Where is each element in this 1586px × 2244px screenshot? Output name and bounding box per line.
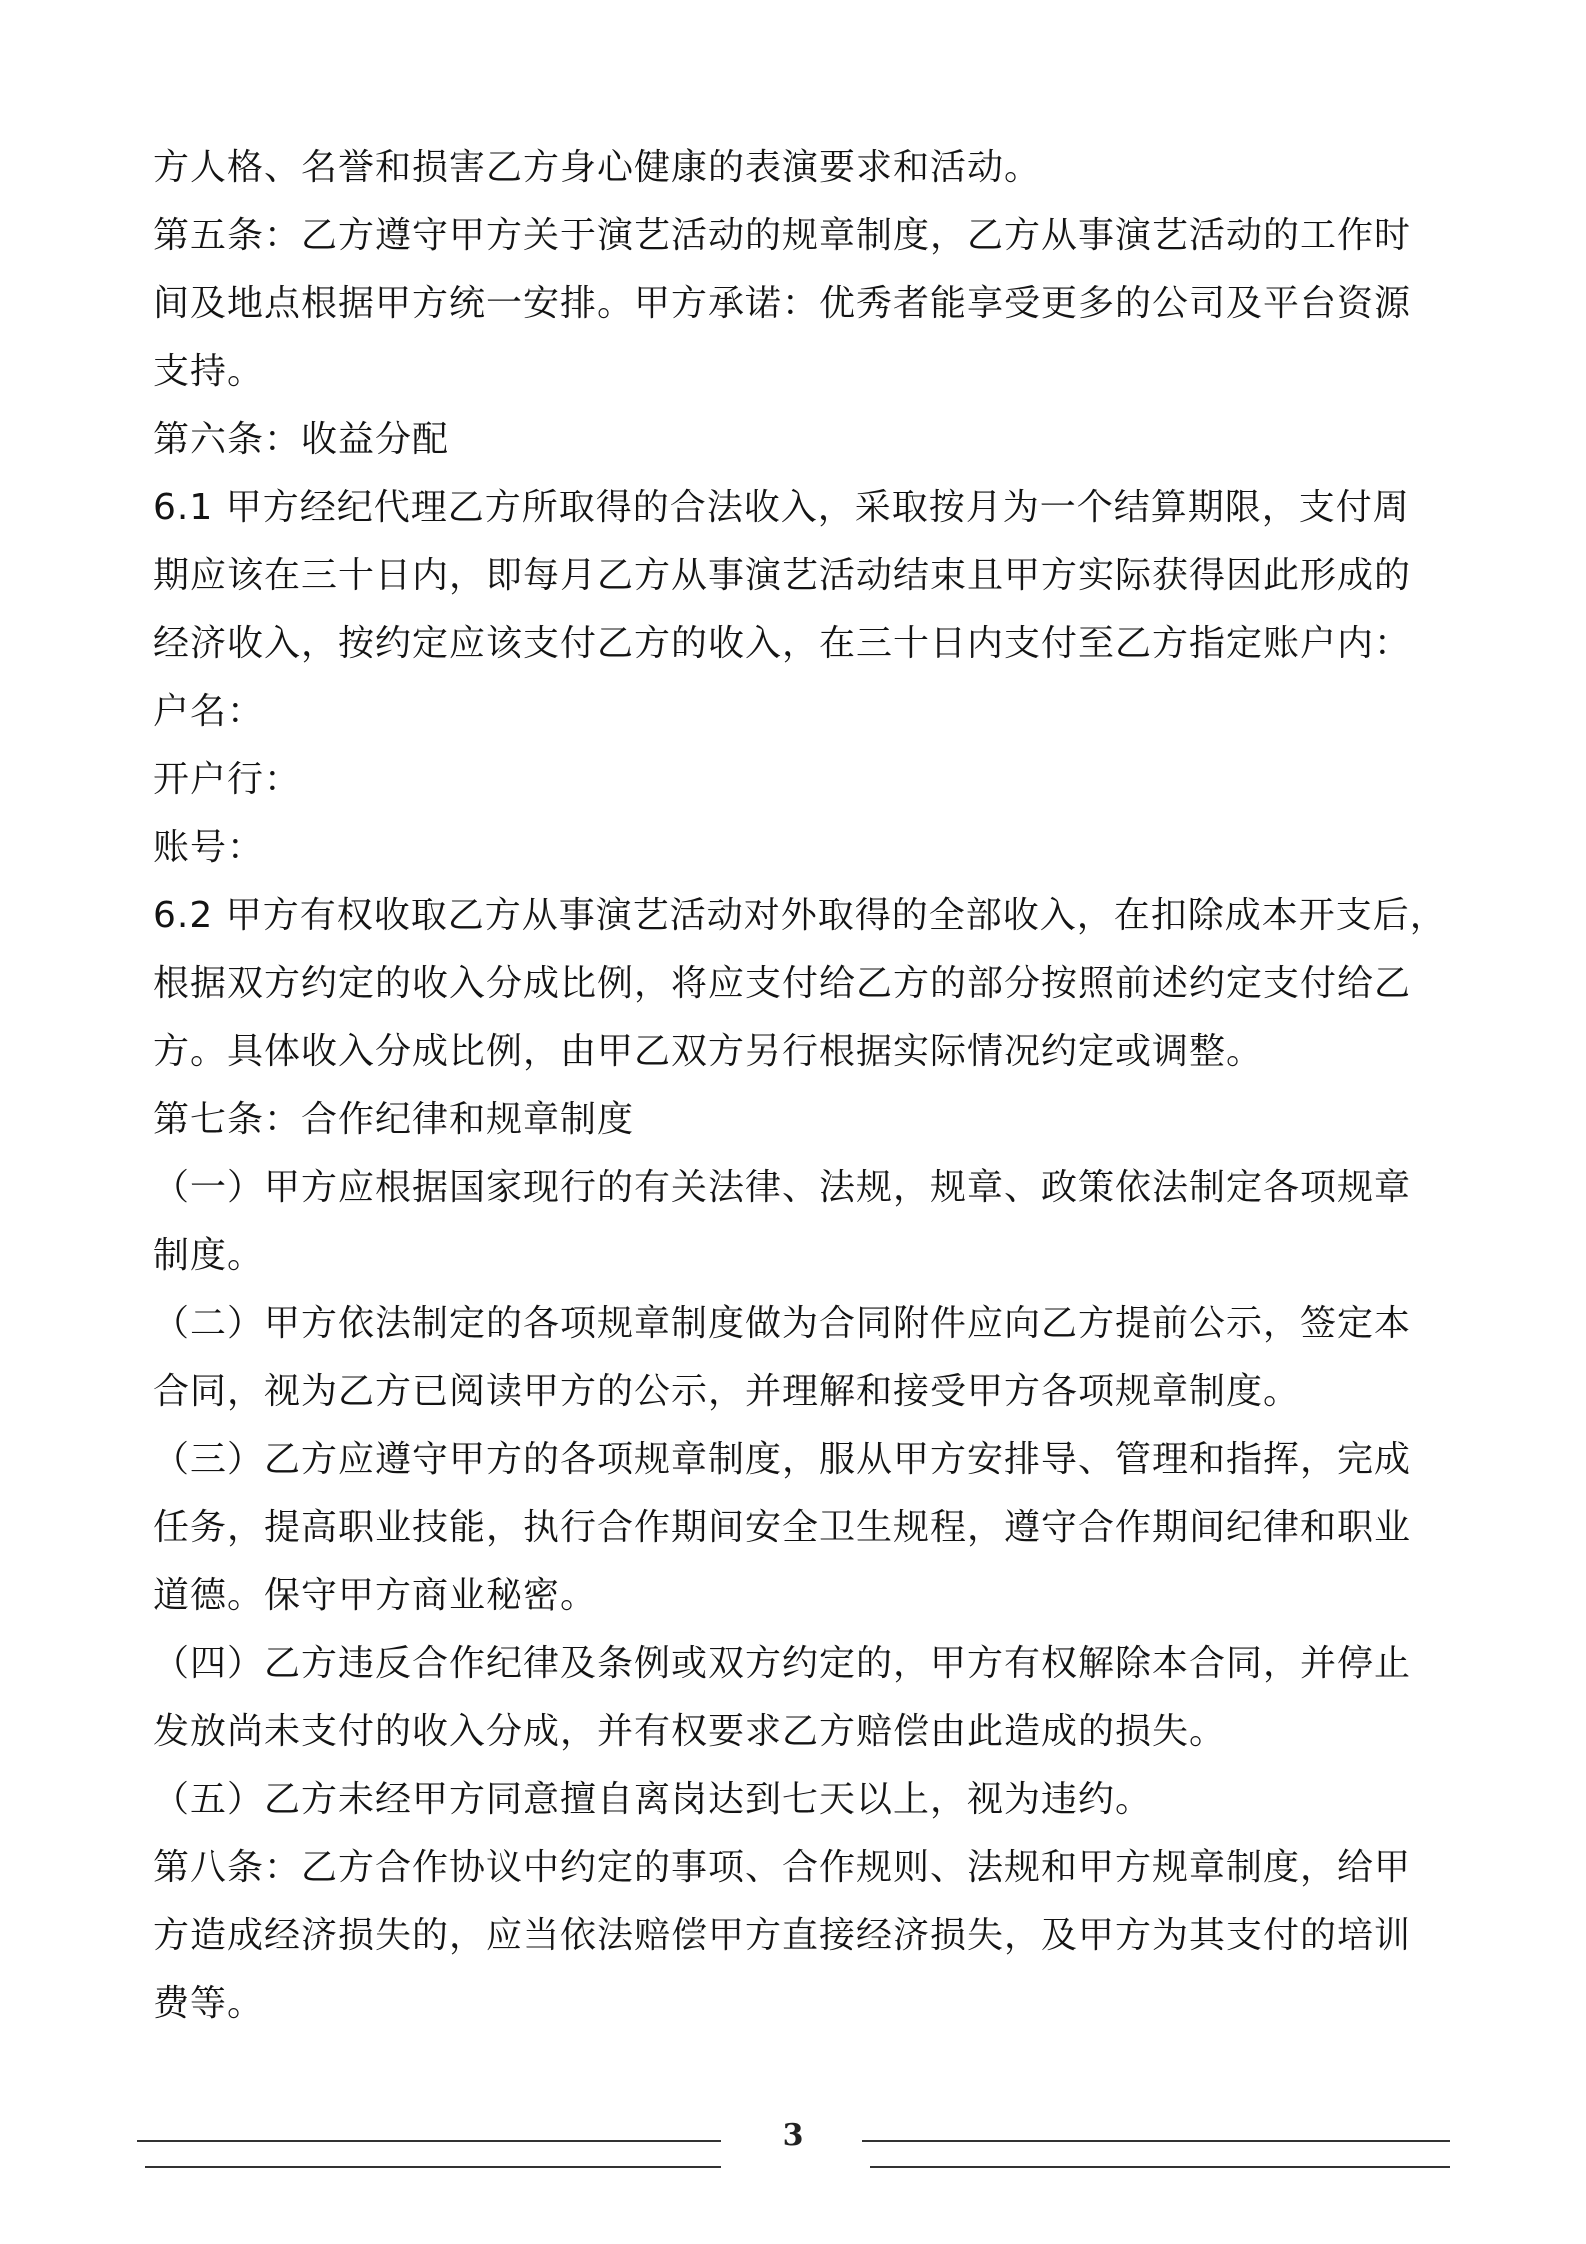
document-body	[153, 134, 1453, 2038]
text-line: 任务，提高职业技能，执行合作期间安全卫生规程，遵守合作期间纪律和职业	[153, 1507, 1412, 1548]
paragraph-clause-8	[153, 1834, 1453, 2038]
field-bank	[153, 746, 1453, 814]
text-line: 方造成经济损失的，应当依法赔偿甲方直接经济损失，及甲方为其支付的培训	[153, 1915, 1412, 1956]
text-line: 第五条：乙方遵守甲方关于演艺活动的规章制度，乙方从事演艺活动的工作时	[153, 215, 1412, 256]
text-line: （一）甲方应根据国家现行的有关法律、法规，规章、政策依法制定各项规章	[153, 1167, 1412, 1208]
text-line: 账号：	[153, 827, 265, 868]
text-line: 6.1 甲方经纪代理乙方所取得的合法收入，采取按月为一个结算期限，支付周	[153, 487, 1410, 528]
text-line: 发放尚未支付的收入分成，并有权要求乙方赔偿由此造成的损失。	[153, 1711, 1227, 1752]
text-line: 经济收入，按约定应该支付乙方的收入，在三十日内支付至乙方指定账户内：	[153, 623, 1412, 664]
text-line: 6.2 甲方有权收取乙方从事演艺活动对外取得的全部收入，在扣除成本开支后，	[153, 895, 1447, 936]
text-line: 开户行：	[153, 759, 302, 800]
heading-clause-7	[153, 1086, 1453, 1154]
paragraph-clause-6-2	[153, 882, 1453, 1086]
text-line: 合同，视为乙方已阅读甲方的公示，并理解和接受甲方各项规章制度。	[153, 1371, 1301, 1412]
footer-rule-left-top	[137, 2140, 721, 2142]
text-line: 方。具体收入分成比例，由甲乙双方另行根据实际情况约定或调整。	[153, 1031, 1264, 1072]
text-line: 第六条：收益分配	[153, 419, 450, 460]
text-line: （四）乙方违反合作纪律及条例或双方约定的，甲方有权解除本合同，并停止	[153, 1643, 1412, 1684]
text-line: 费等。	[153, 1983, 265, 2024]
text-line: 间及地点根据甲方统一安排。甲方承诺：优秀者能享受更多的公司及平台资源	[153, 283, 1412, 324]
paragraph-clause-7-3	[153, 1426, 1453, 1630]
paragraph-clause-6-1	[153, 474, 1453, 678]
text-line: （二）甲方依法制定的各项规章制度做为合同附件应向乙方提前公示，签定本	[153, 1303, 1412, 1344]
paragraph-clause-7-4	[153, 1630, 1453, 1766]
text-line: 根据双方约定的收入分成比例，将应支付给乙方的部分按照前述约定支付给乙	[153, 963, 1412, 1004]
text-line: 户名：	[153, 691, 265, 732]
field-account-number	[153, 814, 1453, 882]
text-line: 道德。保守甲方商业秘密。	[153, 1575, 598, 1616]
text-line: 期应该在三十日内，即每月乙方从事演艺活动结束且甲方实际获得因此形成的	[153, 555, 1412, 596]
paragraph-clause-7-1	[153, 1154, 1453, 1290]
page-number: 3	[782, 2118, 804, 2153]
footer-rule-left-bottom	[145, 2166, 721, 2168]
footer-rule-right-bottom	[870, 2166, 1450, 2168]
footer-rule-right-top	[862, 2140, 1450, 2142]
text-line: 第八条：乙方合作协议中约定的事项、合作规则、法规和甲方规章制度，给甲	[153, 1847, 1412, 1888]
text-line: （三）乙方应遵守甲方的各项规章制度，服从甲方安排导、管理和指挥，完成	[153, 1439, 1412, 1480]
heading-clause-6	[153, 406, 1453, 474]
field-account-name	[153, 678, 1453, 746]
page-footer	[0, 2114, 1586, 2174]
text-line: 方人格、名誉和损害乙方身心健康的表演要求和活动。	[153, 147, 1042, 188]
paragraph-clause-7-2	[153, 1290, 1453, 1426]
text-line: 第七条：合作纪律和规章制度	[153, 1099, 635, 1140]
paragraph-clause-7-5	[153, 1766, 1453, 1834]
paragraph-clause-4-end	[153, 134, 1453, 202]
text-line: 制度。	[153, 1235, 265, 1276]
paragraph-clause-5	[153, 202, 1453, 406]
text-line: 支持。	[153, 351, 265, 392]
text-line: （五）乙方未经甲方同意擅自离岗达到七天以上，视为违约。	[153, 1779, 1153, 1820]
